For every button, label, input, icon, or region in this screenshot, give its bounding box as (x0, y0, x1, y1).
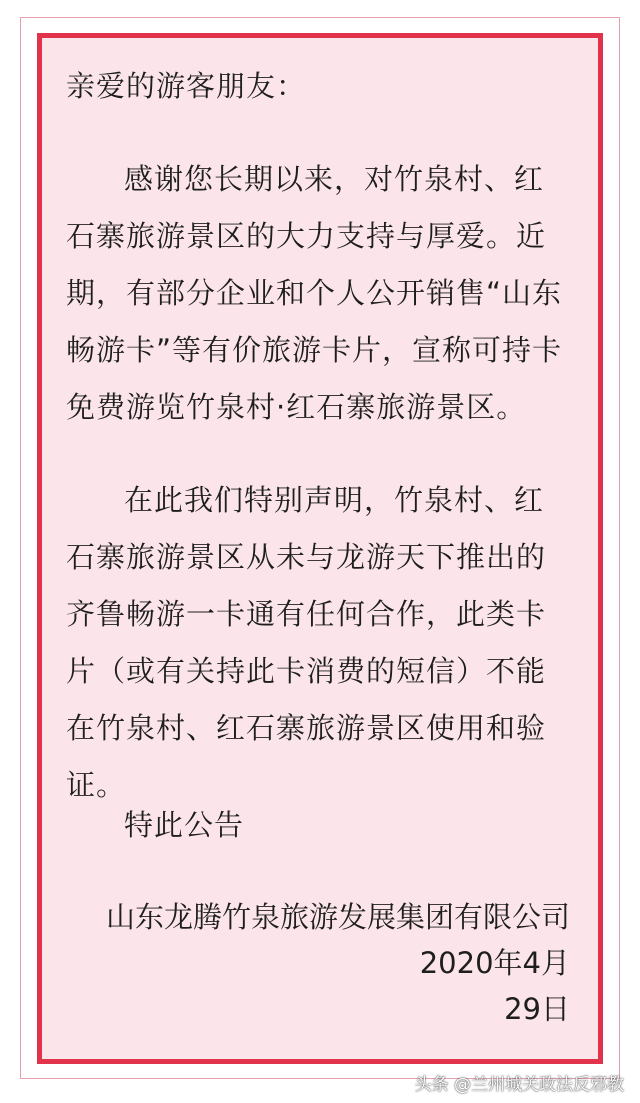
paragraph-statement: 在此我们特别声明，竹泉村、红石寨旅游景区从未与龙游天下推出的齐鲁畅游一卡通有任何合作，此类卡片（或有关持此卡消费的短信）不能在竹泉村、红石寨旅游景区使用和验证。 (66, 483, 547, 802)
paragraph-appreciation: 感谢您长期以来，对竹泉村、红石寨旅游景区的大力支持与厚爱。近期，有部分企业和个人公开销售“山东畅游卡”等有价旅游卡片，宣称可持卡免费游览竹泉村·红石寨旅游景区。 (66, 162, 563, 424)
closing-line: 特此公告 (124, 808, 245, 842)
day-line: 29日 (504, 992, 570, 1026)
date-line: 2020年4月 (419, 946, 570, 980)
watermark: 头条 @兰州城关政法反邪教 (414, 1075, 624, 1095)
company-signature: 山东龙腾竹泉旅游发展集团有限公司 (105, 900, 570, 934)
greeting: 亲爱的游客朋友： (66, 69, 307, 103)
